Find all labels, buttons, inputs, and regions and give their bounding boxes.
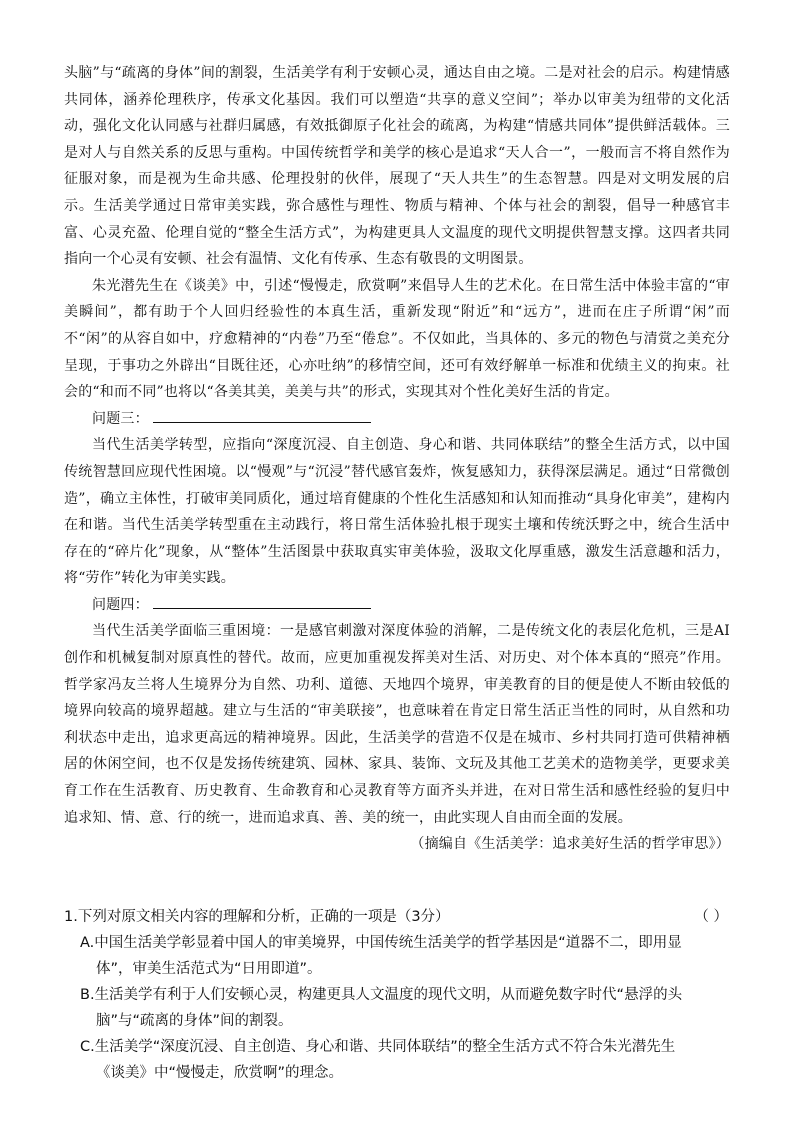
question-1-stem <box>64 904 730 930</box>
passage-paragraph-3: 当代生活美学转型，应指向“深度沉浸、自主创造、身心和谐、共同体联结”的整全生活方式，以中国传统智慧回应现代性困境。以“慢观”与“沉浸”替代感官轰炸，恢复感知力，获得深层满足。通过“日常微创造”，确立主体性，打破审美同质化，通过培育健康的个性化生活感知和认知而推动“具身化审美”，建构内在和谐。当代生活美学转型重在主动践行，将日常生活体验扎根于现实土壤和传统沃野之中，统合生活中存在的“碎片化”现象，从“整体”生活图景中获取真实审美体验，汲取文化厚重感，激发生活意趣和活力，将“劳作”转化为审美实践。 <box>64 437 730 587</box>
question-1 <box>64 904 730 1086</box>
option-c-text-line2: 《谈美》中“慢慢走，欣赏啊”的理念。 <box>96 1065 344 1081</box>
source-citation: （摘编自《生活美学：追求美好生活的哲学审思》） <box>410 836 730 853</box>
option-a[interactable] <box>64 930 730 982</box>
option-c-text-line1: 生活美学“深度沉浸、自主创造、身心和谐、共同体联结”的整全生活方式不符合朱光潜先生 <box>94 1039 676 1055</box>
option-b-text-line1: 生活美学有利于人们安顿心灵，构建更具人文温度的现代文明，从而避免数字时代“悬浮的头 <box>94 987 683 1003</box>
question-three-answer-line[interactable] <box>153 408 371 423</box>
question-four-heading <box>64 592 730 619</box>
reading-passage <box>64 60 730 858</box>
question-four-answer-line[interactable] <box>153 594 371 609</box>
passage-paragraph-2: 朱光潜先生在《谈美》中，引述“慢慢走，欣赏啊”来倡导人生的艺术化。在日常生活中体验丰富的“审美瞬间”，都有助于个人回归经验性的本真生活，重新发现“附近”和“远方”，进而在庄子所谓“闲”而不“闲”的从容自如中，疗愈精神的“内卷”乃至“倦怠”。不仅如此，当具体的、多元的物色与清赏之美充分呈现，于事功之外辟出“目既往还，心亦吐纳”的移情空间，还可有效纾解单一标准和优绩主义的拘束。社会的“和而不同”也将以“各美其美，美美与共”的形式，实现其对个性化美好生活的肯定。 <box>64 277 730 401</box>
option-a-text-line2: 体”，审美生活范式为“日用即道”。 <box>96 961 322 977</box>
question-three-label: 问题三： <box>92 410 149 427</box>
passage-paragraph-1: 头脑”与“疏离的身体”间的割裂，生活美学有利于安顿心灵，通达自由之境。二是对社会的启示。构建情感共同体，涵养伦理秩序，传承文化基因。我们可以塑造“共享的意义空间”；举办以审美为纽带的文化活动，强化文化认同感与社群归属感，有效抵御原子化社会的疏离，为构建“情感共同体”提供鲜活载体。三是对人与自然关系的反思与重构。中国传统哲学和美学的核心是追求“天人合一”，一般而言不将自然作为征服对象，而是视为生命共感、伦理投射的伙伴，展现了“天人共生”的生态智慧。四是对文明发展的启示。生活美学通过日常审美实践，弥合感性与理性、物质与精神、个体与社会的割裂，倡导一种感官丰富、心灵充盈、伦理自觉的“整全生活方式”，为构建更具人文温度的现代文明提供智慧支撑。这四者共同指向一个心灵有安顿、社会有温情、文化有传承、生态有敬畏的文明图景。 <box>64 65 730 268</box>
option-a-letter: A. <box>80 935 95 951</box>
answer-bracket[interactable]: （ ） <box>694 909 728 925</box>
question-four-label: 问题四： <box>92 596 149 613</box>
option-c-letter: C. <box>80 1039 95 1055</box>
question-1-text: 1.下列对原文相关内容的理解和分析，正确的一项是（3分） <box>64 909 450 925</box>
option-b-text-line2: 脑”与“疏离的身体”间的割裂。 <box>96 1013 293 1029</box>
option-c[interactable] <box>64 1034 730 1086</box>
passage-paragraph-4: 当代生活美学面临三重困境：一是感官刺激对深度体验的消解，二是传统文化的表层化危机，三是AI创作和机械复制对原真性的替代。故而，应更加重视发挥美对生活、对历史、对个体本真的“照亮”作用。哲学家冯友兰将人生境界分为自然、功利、道德、天地四个境界，审美教育的目的便是使人不断由较低的境界向较高的境界超越。建立与生活的“审美联接”，也意味着在肯定日常生活正当性的同时，从自然和功利状态中走出，追求更高远的精神境界。因此，生活美学的营造不仅是在城市、乡村共同打造可供精神栖居的休闲空间，也不仅是发扬传统建筑、园林、家具、装饰、文玩及其他工艺美术的造物美学，更要求美育工作在生活教育、历史教育、生命教育和心灵教育等方面齐头并进，在对日常生活和感性经验的复归中追求知、情、意、行的统一，进而追求真、善、美的统一，由此实现人自由而全面的发展。 <box>64 623 730 826</box>
option-b[interactable] <box>64 982 730 1034</box>
option-b-letter: B. <box>80 987 95 1003</box>
option-a-text-line1: 中国生活美学彰显着中国人的审美境界，中国传统生活美学的哲学基因是“道器不二，即用显 <box>94 935 682 951</box>
question-three-heading <box>64 406 730 433</box>
